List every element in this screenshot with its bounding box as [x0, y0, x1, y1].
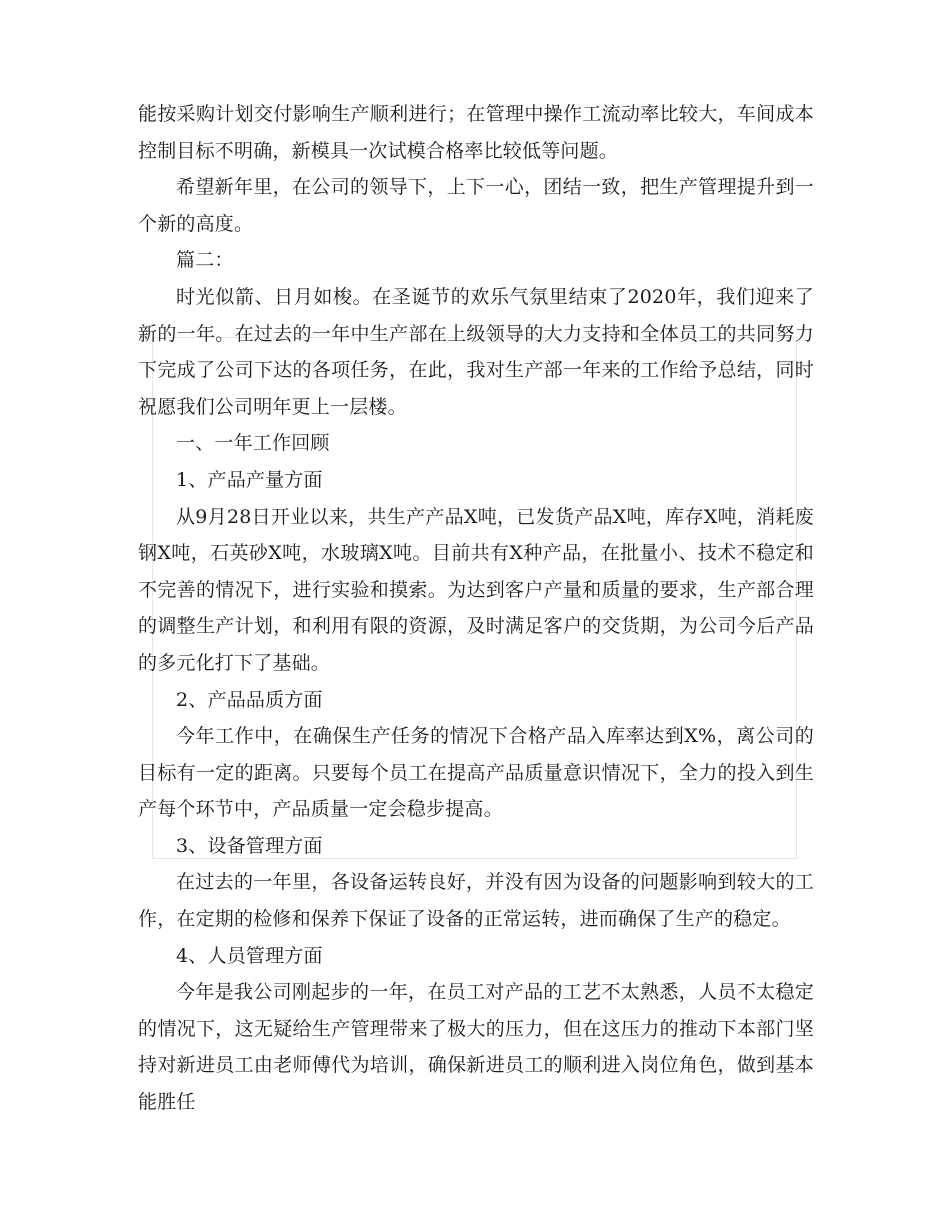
subheading-personnel: 4、人员管理方面 — [176, 944, 323, 967]
document-body — [138, 96, 814, 1121]
subheading-equipment: 3、设备管理方面 — [176, 834, 323, 857]
section-label-part-two: 篇二： — [176, 249, 234, 272]
subheading-quality: 2、产品品质方面 — [176, 688, 323, 711]
paragraph-equipment: 在过去的一年里，各设备运转良好，并没有因为设备的问题影响到较大的工作，在定期的检修和保养下保证了设备的正常运转，进而确保了生产的稳定。 — [138, 871, 814, 931]
paragraph-output: 从9月28日开业以来，共生产产品X吨，已发货产品X吨，库存X吨，消耗废钢X吨，石英砂X吨，水玻璃X吨。目前共有X种产品，在批量小、技术不稳定和不完善的情况下，进行实验和摸索。为达到客户产量和质量的要求，生产部合理的调整生产计划，和利用有限的资源，及时满足客户的交货期，为公司今后产品的多元化打下了基础。 — [138, 505, 814, 674]
paragraph-new-year-wish: 希望新年里，在公司的领导下，上下一心，团结一致，把生产管理提升到一个新的高度。 — [138, 176, 814, 235]
paragraph-intro: 时光似箭、日月如梭。在圣诞节的欢乐气氛里结束了2020年，我们迎来了新的一年。在过去的一年中生产部在上级领导的大力支持和全体员工的共同努力下完成了公司下达的各项任务，在此，我对生产部一年来的工作给予总结，同时祝愿我们公司明年更上一层楼。 — [138, 285, 814, 418]
heading-year-review: 一、一年工作回顾 — [176, 432, 330, 455]
paragraph-continuation: 能按采购计划交付影响生产顺利进行；在管理中操作工流动率比较大，车间成本控制目标不明确，新模具一次试模合格率比较低等问题。 — [138, 103, 814, 162]
paragraph-personnel: 今年是我公司刚起步的一年，在员工对产品的工艺不太熟悉，人员不太稳定的情况下，这无疑给生产管理带来了极大的压力，但在这压力的推动下本部门坚持对新进员工由老师傅代为培训，确保新进员工的顺利进入岗位角色，做到基本能胜任 — [138, 981, 814, 1114]
paragraph-quality: 今年工作中，在确保生产任务的情况下合格产品入库率达到X%，离公司的目标有一定的距离。只要每个员工在提高产品质量意识情况下，全力的投入到生产每个环节中，产品质量一定会稳步提高。 — [138, 725, 814, 821]
subheading-output: 1、产品产量方面 — [176, 468, 323, 491]
